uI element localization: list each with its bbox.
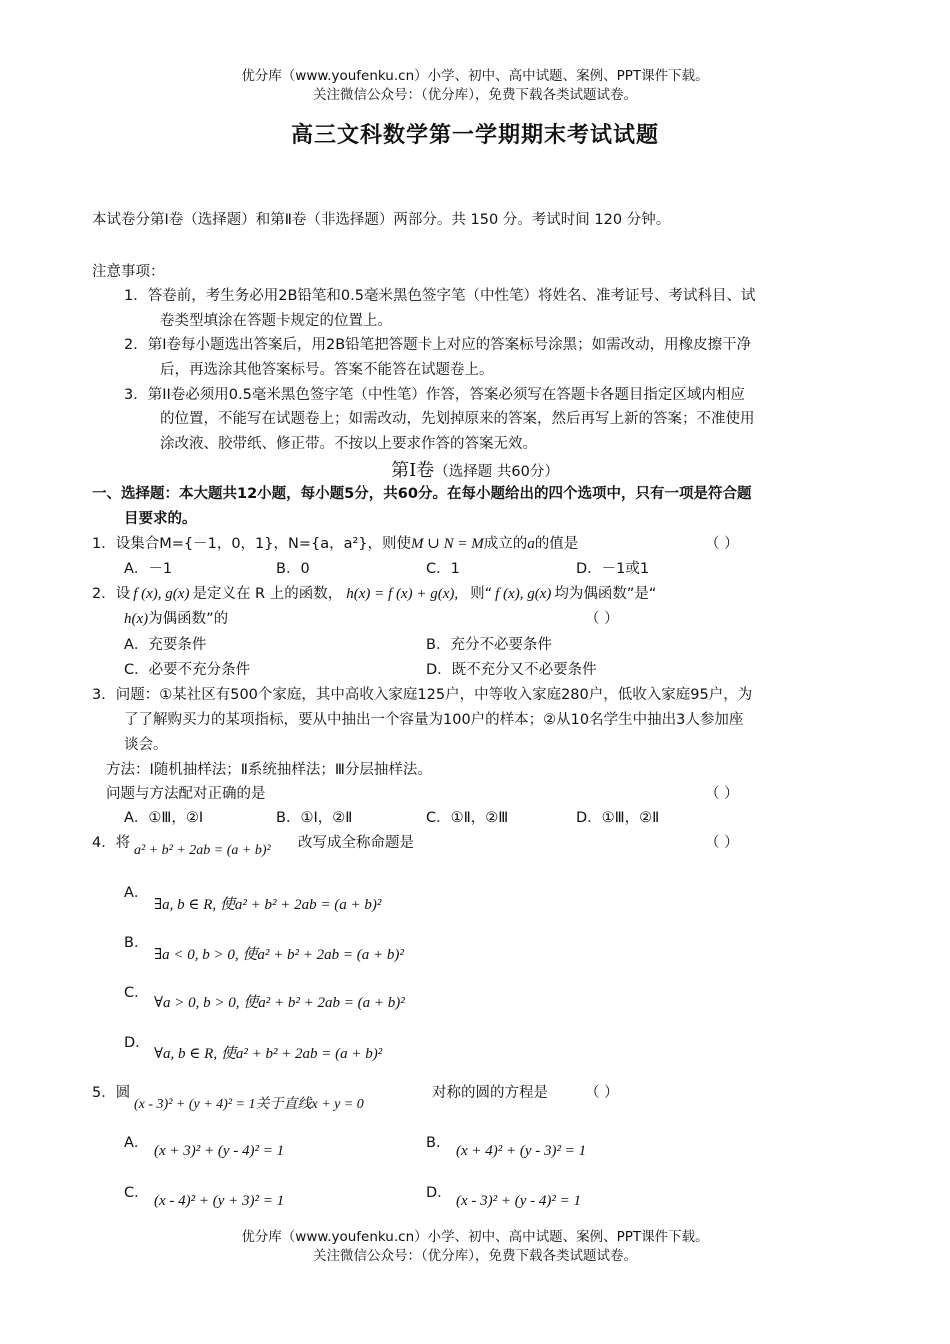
option-d-math: (x - 3)² + (y - 4)² = 1 xyxy=(456,1193,582,1209)
footer-line-1: 优分库（www.youfenku.cn）小学、初中、高中试题、案例、PPT课件下载。 xyxy=(241,1229,709,1245)
question-text: 为偶函数”的 xyxy=(148,611,229,627)
math-expression: f (x), g(x) xyxy=(133,586,190,602)
notice-item: 3．第II卷必须用0.5毫米黑色签字笔（中性笔）作答，答案必须写在答题卡各题目指定区域内相应 xyxy=(124,387,745,403)
notice-item: 2．第I卷每小题选出答案后，用2B铅笔把答题卡上对应的答案标号涂黑；如需改动，用橡皮擦干净 xyxy=(124,337,752,353)
option-d: D． xyxy=(124,1035,150,1051)
question-text: 是定义在 R 上的函数， xyxy=(192,586,343,602)
answer-paren: （ ） xyxy=(705,536,739,552)
question-5-prefix: 5．圆 xyxy=(92,1085,131,1101)
option-a: A． xyxy=(124,885,149,901)
option-b-math: ∃a < 0, b > 0, 使a² + b² + 2ab = (a + b)² xyxy=(154,947,404,963)
notice-item: 卷类型填涂在答题卡规定的位置上。 xyxy=(160,313,392,329)
option-a: A．充要条件 xyxy=(124,637,207,653)
option-c-math: (x - 4)² + (y + 3)² = 1 xyxy=(154,1193,285,1209)
question-1 xyxy=(92,532,578,553)
section-heading: 一、选择题：本大题共12小题，每小题5分，共60分。在每小题给出的四个选项中，只有一项是符合题 xyxy=(92,486,752,502)
question-text: 1．设集合M={－1，0，1}，N={a，a²}，则使 xyxy=(92,536,412,552)
option-b-math: (x + 4)² + (y - 3)² = 1 xyxy=(456,1143,587,1159)
option-c: C． xyxy=(124,1185,149,1201)
option-c: C．必要不充分条件 xyxy=(124,662,251,678)
notice-item: 后，再选涂其他答案标号。答案不能答在试题卷上。 xyxy=(160,362,494,378)
question-text: 则“ xyxy=(470,586,493,602)
option-d: D． xyxy=(426,1185,452,1201)
question-3-methods: 方法：Ⅰ随机抽样法；Ⅱ系统抽样法；Ⅲ分层抽样法。 xyxy=(106,762,432,778)
answer-paren: （ ） xyxy=(585,611,619,627)
question-text: 2．设 xyxy=(92,586,131,602)
question-text: 均为偶函数”是“ xyxy=(554,586,657,602)
option-c: C．①Ⅱ，②Ⅲ xyxy=(426,810,509,826)
part-title: 第Ⅰ卷 xyxy=(391,460,435,481)
math-expression: f (x), g(x) xyxy=(495,586,552,602)
answer-paren: （ ） xyxy=(705,786,739,802)
answer-paren: （ ） xyxy=(585,1085,619,1101)
math-expression: a² + b² + 2ab = (a + b)² xyxy=(134,843,271,858)
question-text: 的值是 xyxy=(534,536,579,552)
question-3-line: 了了解购买力的某项指标，要从中抽出一个容量为100户的样本；②从10名学生中抽出3人参加座 xyxy=(124,712,744,728)
option-b: B．①Ⅰ，②Ⅱ xyxy=(276,810,353,826)
option-b: B． xyxy=(124,935,149,951)
answer-paren: （ ） xyxy=(705,835,739,851)
option-a: A．－1 xyxy=(124,561,173,577)
header-line-1: 优分库（www.youfenku.cn）小学、初中、高中试题、案例、PPT课件下载。 xyxy=(241,68,709,84)
section-heading: 目要求的。 xyxy=(124,511,197,527)
question-3-prompt: 问题与方法配对正确的是 xyxy=(106,786,266,802)
exam-intro: 本试卷分第Ⅰ卷（选择题）和第Ⅱ卷（非选择题）两部分。共 150 分。考试时间 120 分钟。 xyxy=(92,212,671,228)
math-expression: h(x) xyxy=(124,611,149,627)
option-d: D．①Ⅲ，②Ⅱ xyxy=(576,810,660,826)
option-a: A． xyxy=(124,1135,149,1151)
math-expression: M ∪ N = M xyxy=(411,536,484,552)
header-line-2: 关注微信公众号：（优分库），免费下载各类试题试卷。 xyxy=(313,87,637,103)
question-3-line: 谈会。 xyxy=(124,737,168,753)
question-4-suffix: 改写成全称命题是 xyxy=(298,835,414,851)
question-2 xyxy=(92,582,656,603)
option-a-math: (x + 3)² + (y - 4)² = 1 xyxy=(154,1143,285,1159)
option-d: D．既不充分又不必要条件 xyxy=(426,662,597,678)
question-text: 成立的 xyxy=(483,536,528,552)
option-a-math: ∃a, b ∈ R, 使a² + b² + 2ab = (a + b)² xyxy=(154,897,382,913)
notice-item: 涂改液、胶带纸、修正带。不按以上要求作答的答案无效。 xyxy=(160,436,537,452)
option-c-math: ∀a > 0, b > 0, 使a² + b² + 2ab = (a + b)² xyxy=(154,995,405,1011)
math-expression: (x - 3)² + (y + 4)² = 1关于直线x + y = 0 xyxy=(134,1097,364,1112)
math-expression: h(x) = f (x) + g(x), xyxy=(346,586,459,602)
option-b: B．0 xyxy=(276,561,310,577)
question-5-suffix: 对称的圆的方程是 xyxy=(432,1085,548,1101)
option-d-math: ∀a, b ∈ R, 使a² + b² + 2ab = (a + b)² xyxy=(154,1046,383,1062)
question-3: 3．问题：①某社区有500个家庭，其中高收入家庭125户，中等收入家庭280户，低收入家庭95户，为 xyxy=(92,687,753,703)
part-subtitle: （选择题 共60分） xyxy=(434,464,559,480)
option-b: B．充分不必要条件 xyxy=(426,637,552,653)
question-4-prefix: 4．将 xyxy=(92,835,131,851)
part-heading xyxy=(0,456,950,482)
page-title: 高三文科数学第一学期期末考试试题 xyxy=(290,123,659,148)
option-d: D．－1或1 xyxy=(576,561,650,577)
footer-line-2: 关注微信公众号：（优分库），免费下载各类试题试卷。 xyxy=(313,1248,637,1264)
option-a: A．①Ⅲ，②Ⅰ xyxy=(124,810,204,826)
option-c: C．1 xyxy=(426,561,460,577)
math-var: a xyxy=(527,536,535,552)
notice-item: 1．答卷前，考生务必用2B铅笔和0.5毫米黑色签字笔（中性笔）将姓名、准考证号、考试科目、试 xyxy=(124,288,756,304)
notice-heading: 注意事项： xyxy=(92,264,165,280)
option-c: C． xyxy=(124,985,149,1001)
option-b: B． xyxy=(426,1135,451,1151)
question-2-line-2 xyxy=(124,607,228,628)
notice-item: 的位置，不能写在试题卷上；如需改动，先划掉原来的答案，然后再写上新的答案；不准使用 xyxy=(160,411,755,427)
